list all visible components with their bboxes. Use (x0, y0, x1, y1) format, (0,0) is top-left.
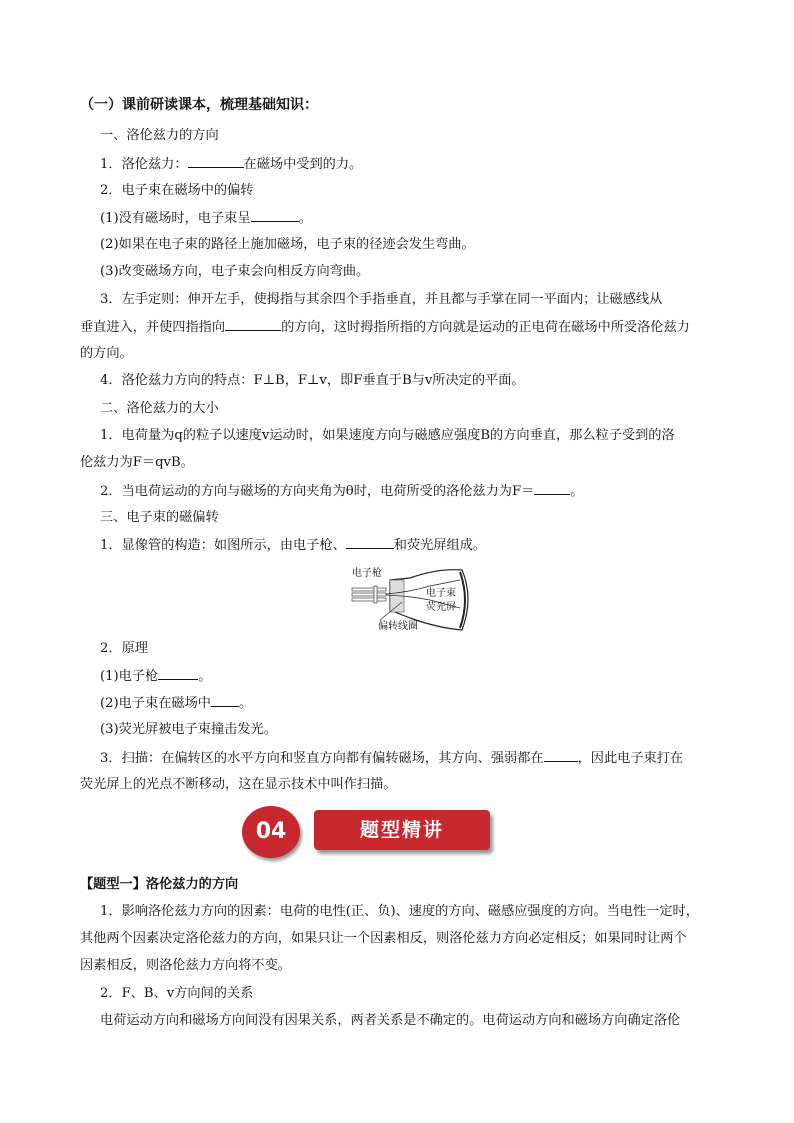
part1-sub2: (2)如果在电子束的路径上施加磁场，电子束的径迹会发生弯曲。 (100, 237, 475, 252)
part1-sub3: (3)改变磁场方向，电子束会向相反方向弯曲。 (100, 264, 370, 279)
part3-title: 三、电子束的磁偏转 (100, 510, 219, 525)
part1-item3-line1: 3．左手定则：伸开左手，使拇指与其余四个手指垂直，并且都与手掌在同一平面内；让磁感线从 (100, 292, 663, 307)
part1-sub1-text: (1)没有磁场时，电子束呈 (100, 211, 251, 226)
gun-grid (374, 586, 377, 603)
part3-sub2 (100, 694, 252, 713)
part3-item1-text: 1．显像管的构造：如图所示，由电子枪、 (100, 538, 346, 553)
label-deflection-coil: 偏转线圈 (378, 621, 418, 632)
type1-p1-line2: 其他两个因素决定洛伦兹力的方向，如果只让一个因素相反，则洛伦兹力方向必定相反；如果同时让两个 (80, 931, 687, 946)
part3-item2-title: 2．原理 (100, 641, 148, 656)
part3-sub1-text-after: 。 (198, 669, 212, 684)
part1-item1-text-after: 在磁场中受到的力。 (243, 157, 363, 172)
banner-label: 题型精讲 (314, 810, 490, 850)
part1-item1 (100, 155, 362, 174)
answer-blank (534, 482, 570, 495)
part2-item2 (100, 482, 583, 501)
answer-blank (158, 667, 198, 680)
answer-blank (188, 155, 244, 168)
part3-item3-text-after: ，因此电子束打在 (577, 751, 684, 766)
type1-p2-title: 2．F、B、v方向间的关系 (100, 986, 254, 1001)
part2-item1-line2: 伦兹力为F＝qvB。 (80, 455, 194, 470)
part1-item3-line3: 的方向。 (80, 346, 133, 361)
answer-blank (211, 694, 239, 707)
part3-sub2-text: (2)电子束在磁场中 (100, 696, 211, 711)
part3-sub1-text: (1)电子枪 (100, 669, 159, 684)
crt-figure (350, 566, 470, 636)
electron-gun-bar (352, 588, 386, 591)
part2-title: 二、洛伦兹力的大小 (100, 401, 219, 416)
type1-title: 【题型一】洛伦兹力的方向 (80, 877, 239, 892)
type1-p2-line1: 电荷运动方向和磁场方向间没有因果关系，两者关系是不确定的。电荷运动方向和磁场方向确定洛伦 (100, 1013, 681, 1028)
part1-title: 一、洛伦兹力的方向 (100, 128, 219, 143)
answer-blank (225, 318, 281, 331)
part3-item3-line2: 荧光屏上的光点不断移动，这在显示技术中叫作扫描。 (80, 777, 397, 792)
label-electron-gun: 电子枪 (352, 568, 382, 579)
answer-blank (544, 749, 578, 762)
part3-item3-line1 (100, 749, 683, 768)
answer-blank (251, 209, 299, 222)
answer-blank (346, 536, 394, 549)
section-banner (242, 806, 492, 858)
section-heading: （一）课前研读课本，梳理基础知识： (80, 97, 318, 113)
part3-item3-text: 3．扫描：在偏转区的水平方向和竖直方向都有偏转磁场，其方向、强弱都在 (100, 751, 544, 766)
part2-item1-line1: 1．电荷量为q的粒子以速度v运动时，如果速度方向与磁感应强度B的方向垂直，那么粒子受到的洛 (100, 428, 675, 443)
part1-item2-title: 2．电子束在磁场中的偏转 (100, 183, 254, 198)
part3-sub2-text-after: 。 (239, 696, 253, 711)
part1-item4: 4．洛伦兹力方向的特点：F⊥B，F⊥v，即F垂直于B与v所决定的平面。 (100, 373, 525, 388)
electron-gun-bar (352, 598, 386, 601)
part1-item3-line2-text: 垂直进入，并使四指指向 (80, 320, 226, 335)
part3-sub3: (3)荧光屏被电子束撞击发光。 (100, 722, 277, 737)
part3-item1 (100, 536, 486, 555)
part1-sub1-text-after: 。 (298, 211, 312, 226)
label-electron-beam: 电子束 (426, 588, 456, 599)
type1-p1-line1: 1．影响洛伦兹力方向的因素：电荷的电性(正、负)、速度的方向、磁感应强度的方向。当电性一定时， (100, 904, 699, 919)
part2-item2-text: 2．当电荷运动的方向与磁场的方向夹角为θ时，电荷所受的洛伦兹力为F＝ (100, 484, 535, 499)
banner-number: 04 (242, 806, 300, 858)
label-screen: 荧光屏 (426, 602, 456, 613)
electron-gun-bar (352, 593, 386, 596)
part2-item2-text-after: 。 (570, 484, 584, 499)
part3-item1-text-after: 和荧光屏组成。 (393, 538, 487, 553)
part1-item1-text: 1．洛伦兹力： (100, 157, 188, 172)
part1-sub1 (100, 209, 312, 228)
crt-screen-curve (460, 572, 465, 628)
part1-item3-line2 (80, 318, 690, 337)
part1-item3-line2-text-after: 的方向，这时拇指所指的方向就是运动的正电荷在磁场中所受洛伦兹力 (281, 320, 690, 335)
part3-sub1 (100, 667, 211, 686)
type1-p1-line3: 因素相反，则洛伦兹力方向将不变。 (80, 958, 291, 973)
